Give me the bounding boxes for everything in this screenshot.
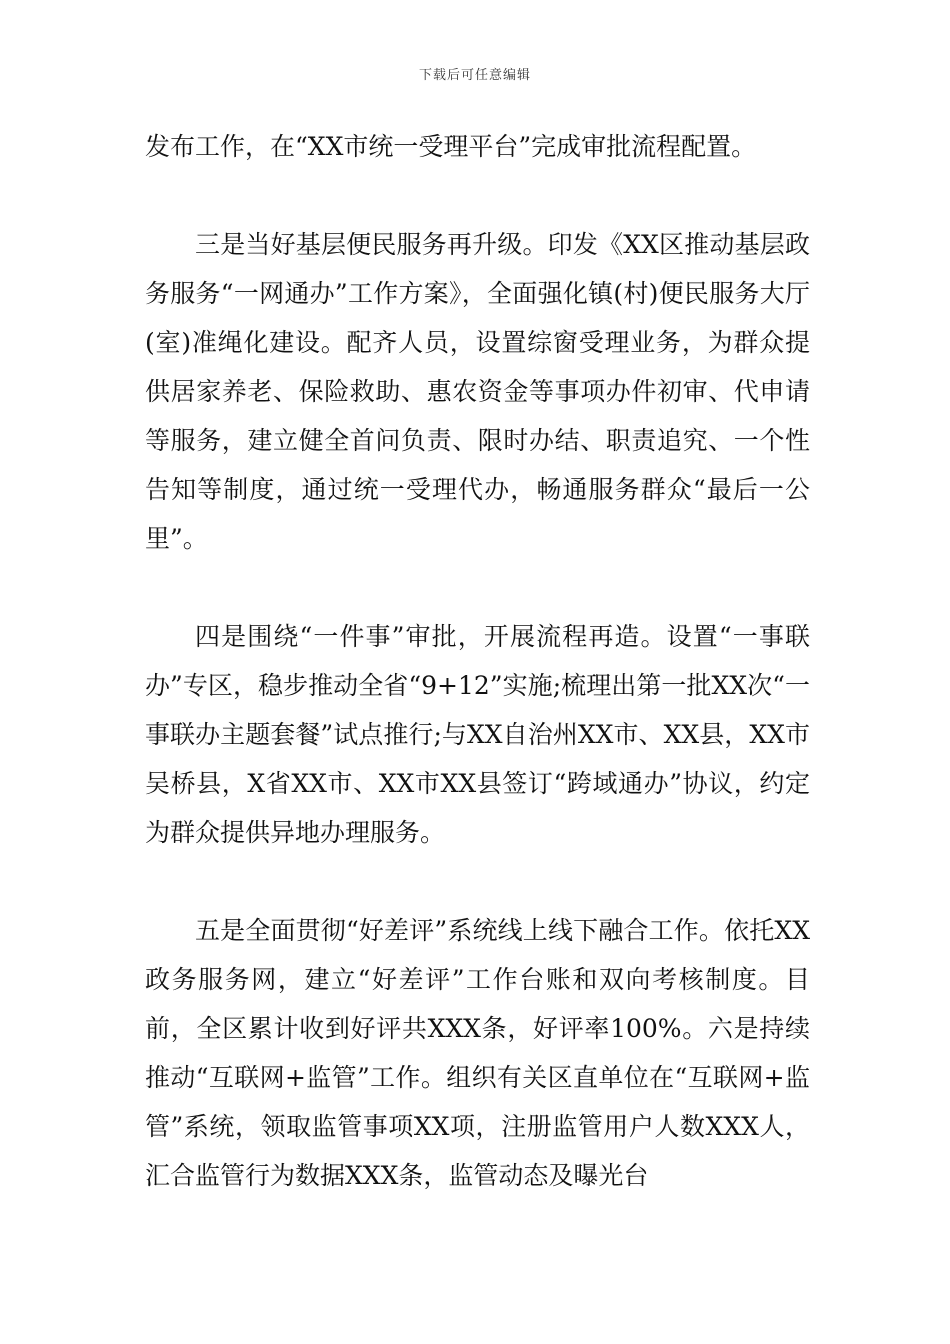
page-header: 下载后可任意编辑 [418,68,531,83]
paragraph-2: 三是当好基层便民服务再升级。印发《XX区推动基层政务服务“一网通办”工作方案》，全面强化镇(村)便民服务大厅(室)准绳化建设。配齐人员，设置综窗受理业务，为群众提供居家养老、保险救助、惠农资金等事项办件初审、代申请等服务，建立健全首问负责、限时办结、职责追究、一个性告知等制度，通过统一受理代办，畅通服务群众“最后一公里”。 [145,230,810,553]
paragraph-4: 五是全面贯彻“好差评”系统线上线下融合工作。依托XX政务服务网，建立“好差评”工作台账和双向考核制度。目前，全区累计收到好评共XXX条，好评率100%。六是持续推动“互联网+监管”工作。组织有关区直单位在“互联网+监管”系统，领取监管事项XX项，注册监管用户人数XXX人，汇合监管行为数据XXX条，监管动态及曝光台 [145,916,810,1190]
document-body [145,122,810,1200]
paragraph-1: 发布工作，在“XX市统一受理平台”完成审批流程配置。 [145,132,757,161]
paragraph-3: 四是围绕“一件事”审批，开展流程再造。设置“一事联办”专区，稳步推动全省“9+12”实施;梳理出第一批XX次“一事联办主题套餐”试点推行;与XX自治州XX市、XX县，XX市吴桥县，X省XX市、XX市XX县签订“跨域通办”协议，约定为群众提供异地办理服务。 [145,622,810,847]
